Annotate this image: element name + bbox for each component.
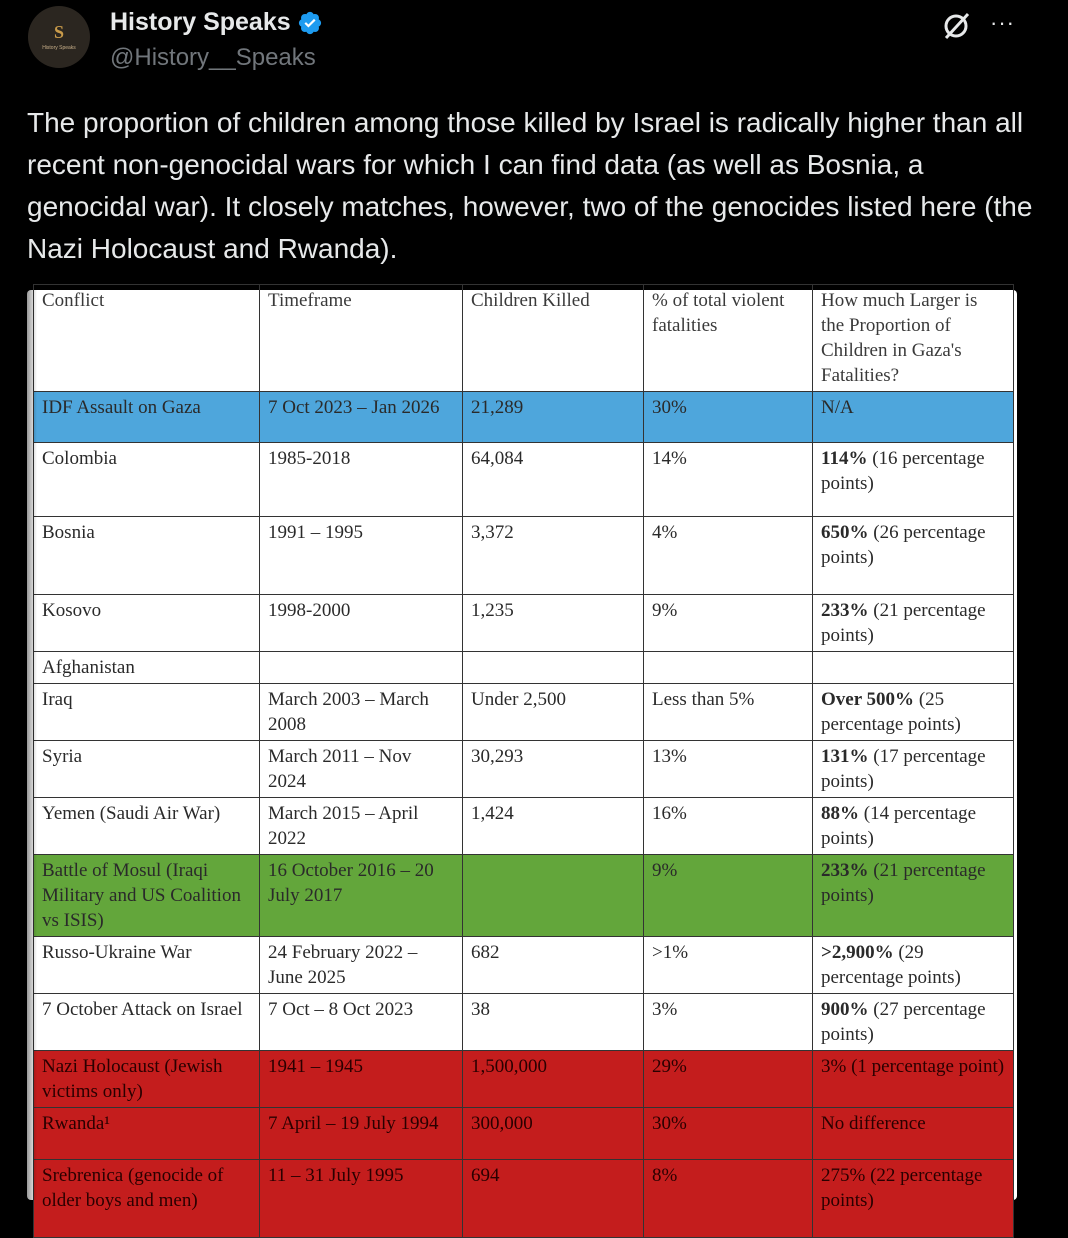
cell-conflict: 7 October Attack on Israel [34,994,260,1051]
table-row [34,855,1014,937]
table-row [34,443,1014,517]
table-row [34,798,1014,855]
cell-timeframe: March 2003 – March 2008 [260,684,463,741]
cell-larger-bold: >2,900% [821,942,894,963]
cell-larger [813,443,1014,517]
table-row [34,1051,1014,1108]
cell-larger-rest: (29 percentage points) [821,942,961,988]
table-row [34,994,1014,1051]
header-larger: How much Larger is the Proportion of Children in Gaza's Fatalities? [813,285,1014,392]
cell-timeframe: 1985-2018 [260,443,463,517]
cell-children: 1,235 [463,595,644,652]
avatar-monogram: S [53,22,64,42]
verified-badge-icon [297,10,323,36]
table-row [34,517,1014,595]
cell-larger [813,994,1014,1051]
cell-pct: 29% [644,1051,813,1108]
cell-children: 300,000 [463,1108,644,1160]
cell-larger-rest: 3% (1 percentage point) [821,1056,1005,1077]
cell-children: 30,293 [463,741,644,798]
grok-icon[interactable] [940,10,972,42]
cell-larger [813,1160,1014,1238]
cell-pct: 4% [644,517,813,595]
cell-conflict: Kosovo [34,595,260,652]
cell-larger-rest: N/A [821,397,854,418]
table-row [34,741,1014,798]
cell-larger-bold: Over 500% [821,689,915,710]
cell-larger-bold: 131% [821,746,869,767]
cell-timeframe: 7 Oct – 8 Oct 2023 [260,994,463,1051]
cell-larger-bold: 114% [821,448,868,469]
avatar[interactable] [28,6,90,68]
cell-larger-rest: 275% (22 percentage points) [821,1165,983,1211]
cell-larger [813,741,1014,798]
cell-children: 21,289 [463,392,644,443]
cell-timeframe: 11 – 31 July 1995 [260,1160,463,1238]
cell-children [463,855,644,937]
cell-timeframe: 7 April – 19 July 1994 [260,1108,463,1160]
conflict-table [33,284,1014,1238]
cell-children: 64,084 [463,443,644,517]
cell-larger [813,684,1014,741]
cell-larger [813,652,1014,684]
cell-larger [813,937,1014,994]
cell-larger-rest: (21 percentage points) [821,600,986,646]
cell-conflict: Battle of Mosul (Iraqi Military and US Coalition vs ISIS) [34,855,260,937]
cell-conflict: Rwanda¹ [34,1108,260,1160]
cell-conflict: Russo-Ukraine War [34,937,260,994]
header-children: Children Killed [463,285,644,392]
cell-larger-rest: No difference [821,1113,926,1134]
cell-children: 1,500,000 [463,1051,644,1108]
cell-larger-bold: 88% [821,803,859,824]
table-row [34,684,1014,741]
cell-conflict: IDF Assault on Gaza [34,392,260,443]
cell-conflict: Colombia [34,443,260,517]
cell-larger-rest: (21 percentage points) [821,860,986,906]
cell-timeframe: March 2011 – Nov 2024 [260,741,463,798]
cell-pct: 14% [644,443,813,517]
author-handle[interactable]: @History__Speaks [110,44,316,71]
cell-children [463,652,644,684]
cell-timeframe: March 2015 – April 2022 [260,798,463,855]
cell-timeframe [260,652,463,684]
cell-timeframe: 7 Oct 2023 – Jan 2026 [260,392,463,443]
cell-pct: 13% [644,741,813,798]
cell-larger [813,1108,1014,1160]
table-row [34,652,1014,684]
cell-conflict: Srebrenica (genocide of older boys and men) [34,1160,260,1238]
cell-larger-rest: (25 percentage points) [821,689,961,735]
cell-larger-rest: (26 percentage points) [821,522,986,568]
cell-larger [813,1051,1014,1108]
cell-larger [813,517,1014,595]
tweet-image[interactable] [27,290,1017,1211]
cell-timeframe: 1998-2000 [260,595,463,652]
cell-pct: >1% [644,937,813,994]
cell-larger-rest: (17 percentage points) [821,746,986,792]
cell-pct: 9% [644,595,813,652]
cell-pct: 30% [644,392,813,443]
cell-conflict: Bosnia [34,517,260,595]
cell-larger [813,798,1014,855]
header-conflict: Conflict [34,285,260,392]
cell-larger [813,392,1014,443]
cell-pct: 30% [644,1108,813,1160]
header-pct: % of total violent fatalities [644,285,813,392]
cell-pct: 8% [644,1160,813,1238]
cell-larger-bold: 233% [821,600,869,621]
cell-larger-bold: 233% [821,860,869,881]
cell-larger-rest: (14 percentage points) [821,803,977,849]
cell-pct: 3% [644,994,813,1051]
cell-children: 682 [463,937,644,994]
cell-larger-rest: (27 percentage points) [821,999,986,1045]
cell-larger-bold: 900% [821,999,869,1020]
cell-larger [813,855,1014,937]
cell-pct: 16% [644,798,813,855]
cell-larger-rest: (16 percentage points) [821,448,985,494]
display-name[interactable]: History Speaks [110,8,291,36]
cell-larger-bold: 650% [821,522,869,543]
cell-timeframe: 1941 – 1945 [260,1051,463,1108]
more-icon[interactable]: ··· [990,10,1015,35]
cell-conflict: Yemen (Saudi Air War) [34,798,260,855]
header-timeframe: Timeframe [260,285,463,392]
table-row [34,1108,1014,1160]
cell-pct [644,652,813,684]
cell-conflict: Iraq [34,684,260,741]
tweet-text: The proportion of children among those killed by Israel is radically higher than all recent non-genocidal wars for which I can find data (as well as Bosnia, a genocidal war). It closely matches, however, two of the genocides listed here (the Nazi Holocaust and Rwanda). [27,107,1033,264]
cell-children: Under 2,500 [463,684,644,741]
cell-conflict: Syria [34,741,260,798]
cell-pct: 9% [644,855,813,937]
cell-timeframe: 24 February 2022 – June 2025 [260,937,463,994]
cell-conflict: Nazi Holocaust (Jewish victims only) [34,1051,260,1108]
image-edge-shadow [27,290,37,1200]
cell-children: 38 [463,994,644,1051]
cell-timeframe: 1991 – 1995 [260,517,463,595]
table-row [34,392,1014,443]
table-row [34,937,1014,994]
cell-children: 3,372 [463,517,644,595]
cell-timeframe: 16 October 2016 – 20 July 2017 [260,855,463,937]
avatar-caption: History Speaks [42,45,76,51]
table-row [34,595,1014,652]
table-header-row [34,285,1014,392]
cell-larger [813,595,1014,652]
cell-conflict: Afghanistan [34,652,260,684]
cell-pct: Less than 5% [644,684,813,741]
cell-children: 1,424 [463,798,644,855]
cell-children: 694 [463,1160,644,1238]
author-name-row [110,8,323,37]
table-row [34,1160,1014,1238]
